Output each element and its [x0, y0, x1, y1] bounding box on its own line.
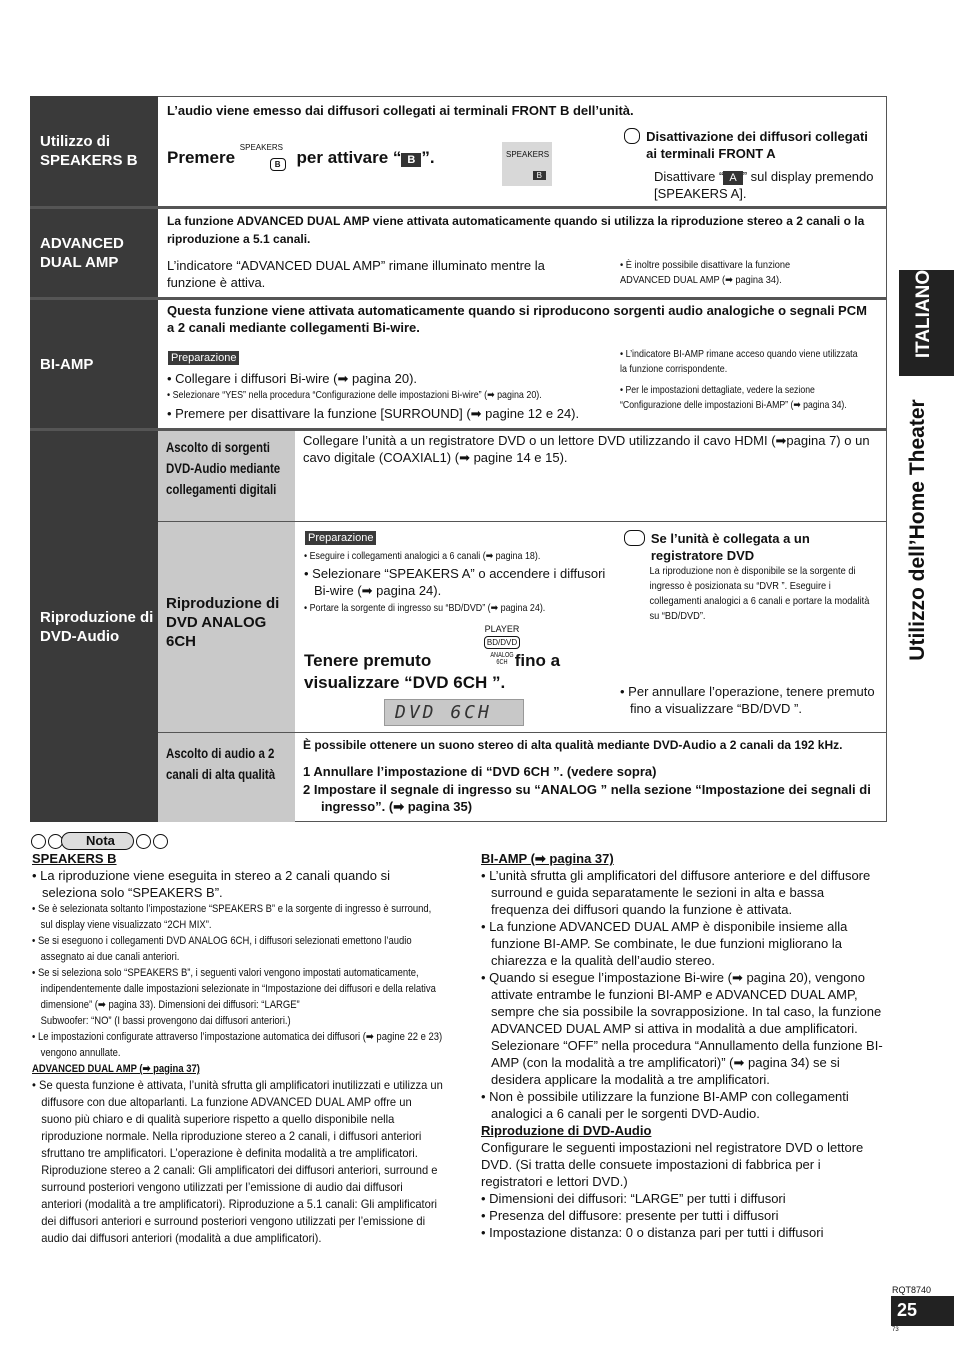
hint-hand-icon: [624, 530, 645, 546]
speakers-b-intro: L’audio viene emesso dai diffusori collegati ai terminali FRONT B dell’unità.: [167, 103, 634, 118]
page-number: 25: [897, 1300, 918, 1320]
biamp-note-1: • L’indicatore BI-AMP rimane acceso quando viene utilizzata la funzione corrispondente.: [620, 348, 858, 375]
row-label-dvd-audio: Riproduzione di DVD-Audio: [30, 431, 158, 822]
biamp-note-2: • Per le impostazioni dettagliate, vedere la sezione “Configurazione delle impostazioni Bi-AMP” (➡ pagina 34).: [620, 384, 847, 411]
section-title-vertical: Utilizzo dell’Home Theater: [906, 399, 929, 661]
dvr-tip: Se l’unità è collegata a un registratore DVD La riproduzione non è disponibile se la sorgente di ingresso è posizionata su “DVR ”. Eseguire i collegamenti analogici a 6 canali e portare la modalità su “BD/DVD”.: [624, 530, 879, 624]
dvda-hold-instruction: Tenere premuto fino a visualizzare “DVD 6CH ”.: [304, 651, 561, 692]
adv-note: • È inoltre possibile disattivare la funzione ADVANCED DUAL AMP (➡ pagina 34).: [620, 259, 791, 286]
dvda-2ch-text: È possibile ottenere un suono stereo di alta qualità mediante DVD-Audio a 2 canali da 192 kHz.: [303, 738, 843, 752]
b-indicator: B: [401, 153, 421, 167]
nota-header: [31, 832, 170, 850]
biamp-bullet-2: • Selezionare “YES” nella procedura “Configurazione delle impostazioni Bi-wire” (➡ pagina 20).: [167, 389, 542, 401]
nota-label: Nota: [61, 832, 134, 850]
bd-dvd-key: PLAYER BD/DVD ANALOG 6CH: [484, 624, 520, 666]
adv-text: L’indicatore “ADVANCED DUAL AMP” rimane illuminato mentre la funzione è attiva.: [167, 258, 545, 290]
dvda-cancel: • Per annullare l’operazione, tenere premuto fino a visualizzare “BD/DVD ”.: [620, 684, 875, 716]
row-label-speakers-b: Utilizzo di SPEAKERS B: [30, 96, 158, 206]
biamp-prep-tag: Preparazione: [168, 351, 239, 365]
nota-left-column: SPEAKERS B • La riproduzione viene eseguita in stereo a 2 canali quando si seleziona solo “SPEAKERS B”. • Se è selezionata soltanto l’impostazione “SPEAKERS B” e la sorgente di ingresso è surround, sul display viene visualizzato “2CH MIX”. • Se si eseguono i collegamenti DVD ANALOG 6CH, i diffusori selezionati emettono l’audio assegnato ai due canali anteriori. • Se si seleziona solo “SPEAKERS B”, i seguenti valori vengono impostati automaticamente, indipendentemente dalle impostazioni selezionate in “Impostazione dei diffusori e della relativa dimensione” (➡ pagina 33). Dimensioni dei diffusori: “LARGE” Subwoofer: “NO” (I bassi provengono dai diffusori anteriori.) • Le impostazioni configurate attraverso l’impostazione automatica dei diffusori (➡ pagine 22 e 23) vengono annullate. ADVANCED DUAL AMP (➡ pagina 37) • Se questa funzione è attivata, l’unità sfrutta gli amplificatori inutilizzati e utilizza un diffusore con due altoparlanti. La funzione ADVANCED DUAL AMP offre un suono più chiaro e di qualità superiore rispetto a quello disponibile nella riproduzione normale. Nella riproduzione stereo a 2 canali, i diffusori anteriori sfruttano tre amplificatori. L’operazione è definita modalità a tre amplificatori. Riproduzione stereo a 2 canali: Gli amplificatori dei diffusori anteriori, surround e surround posteriori vengono utilizzati per l’emissione di audio dai diffusori anteriori (modalità a tre amplificatori). Riproduzione a 5.1 canali: Gli amplificatori dei diffusori anteriori e surround posteriori vengono utilizzati per l’emissione di audio dai diffusori anteriori (modalità a due amplificatori).: [32, 851, 443, 1245]
biamp-bullet-1: • Collegare i diffusori Bi-wire (➡ pagina 20).: [167, 371, 418, 386]
a-indicator: A: [723, 171, 742, 185]
doc-code: RQT8740: [892, 1285, 932, 1295]
dvda-step-1: 1 Annullare l’impostazione di “DVD 6CH ”. (vedere sopra): [303, 764, 657, 779]
sub-label-2ch: Ascolto di audio a 2 canali di alta qualità: [158, 733, 295, 822]
sub-label-analog: Riproduzione di DVD ANALOG 6CH: [158, 522, 295, 732]
bd-dvd-key-icon: BD/DVD: [484, 636, 520, 649]
sub-label-digital: Ascolto di sorgenti DVD-Audio mediante collegamenti digitali: [158, 431, 295, 521]
dvda-prep-3: • Portare la sorgente di ingresso su “BD/DVD” (➡ pagina 24).: [304, 602, 546, 614]
dvda-prep-2: • Selezionare “SPEAKERS A” o accendere i diffusori Bi-wire (➡ pagina 24).: [304, 566, 606, 598]
speakers-b-instruction: Premere SPEAKERS B per attivare “ B ”.: [167, 143, 435, 169]
page-number-box: [891, 1296, 954, 1326]
speakers-a-tip: Disattivazione dei diffusori collegati ai terminali FRONT A Disattivare “ A ” sul display premendo [SPEAKERS A].: [624, 128, 874, 202]
speakers-display: SPEAKERS B: [502, 142, 552, 186]
speakers-b-key-icon: B: [270, 158, 286, 171]
nota-right-column: BI-AMP (➡ pagina 37) • L’unità sfrutta gli amplificatori del diffusore anteriore e del diffusore surround e guida separatamente le sezioni in alta e bassa frequenza dei diffusori quando la funzione è attivata. • La funzione ADVANCED DUAL AMP è disponibile insieme alla funzione BI-AMP. Se combinate, le due funzioni migliorano la chiarezza e la qualità dell’audio stereo. • Quando si esegue l’impostazione Bi-wire (➡ pagina 20), vengono attivate entrambe le funzioni BI-AMP e ADVANCED DUAL AMP, sempre che sia possibile la sovrapposizione. In tal caso, la funzione ADVANCED DUAL AMP si attiva in modalità a due amplificatori. Selezionare “OFF” nella procedura “Annullamento della funzione BI-AMP (con la modalità a tre amplificatori)” (➡ pagina 34) se si desidera applicare la modalità a tre amplificatori. • Non è possibile utilizzare la funzione BI-AMP con collegamenti analogici a 6 canali per le sorgenti DVD-Audio. Riproduzione di DVD-Audio Configurare le seguenti impostazioni nel registratore DVD o lettore DVD. (Si tratta delle consuete impostazioni di fabbrica per i registratori e lettori DVD.) • Dimensioni dei diffusori: “LARGE” per tutti i diffusori • Presenza del diffusore: presente per tutti i diffusori • Impostazione distanza: 0 o distanza pari per tutti i diffusori: [481, 851, 883, 1240]
small-number: 73: [892, 1327, 899, 1333]
dvda-prep-1: • Eseguire i collegamenti analogici a 6 canali (➡ pagina 18).: [304, 550, 541, 562]
adv-intro: La funzione ADVANCED DUAL AMP viene attivata automaticamente quando si utilizza la riproduzione stereo a 2 canali o la riproduzione a 5.1 canali.: [167, 214, 865, 246]
speakers-label: SPEAKERS: [239, 143, 283, 152]
biamp-bullet-3: • Premere per disattivare la funzione [SURROUND] (➡ pagine 12 e 24).: [167, 406, 580, 421]
dvda-prep-tag: Preparazione: [305, 531, 376, 545]
dvda-digital-text: Collegare l’unità a un registratore DVD o un lettore DVD utilizzando il cavo HDMI (➡pagina 7) o un cavo digitale (COAXIAL1) (➡ pagine 14 e 15).: [303, 433, 870, 465]
row-label-advanced-dual-amp: ADVANCED DUAL AMP: [30, 209, 158, 297]
dvda-step-2: 2 Impostare il segnale di ingresso su “ANALOG ” nella sezione “Impostazione dei segnali di ingresso”. (➡ pagina 35): [303, 782, 871, 814]
divider: [30, 297, 887, 300]
hint-hand-icon: [624, 128, 640, 144]
divider: [30, 206, 887, 209]
biamp-intro: Questa funzione viene attivata automaticamente quando si riproducono sorgenti audio analogiche o segnali PCM a 2 canali mediante collegamenti Bi-wire.: [167, 303, 867, 335]
language-tab: ITALIANO: [899, 270, 954, 376]
lcd-display: DVD 6CH: [384, 699, 524, 726]
row-label-bi-amp: BI-AMP: [30, 300, 158, 428]
